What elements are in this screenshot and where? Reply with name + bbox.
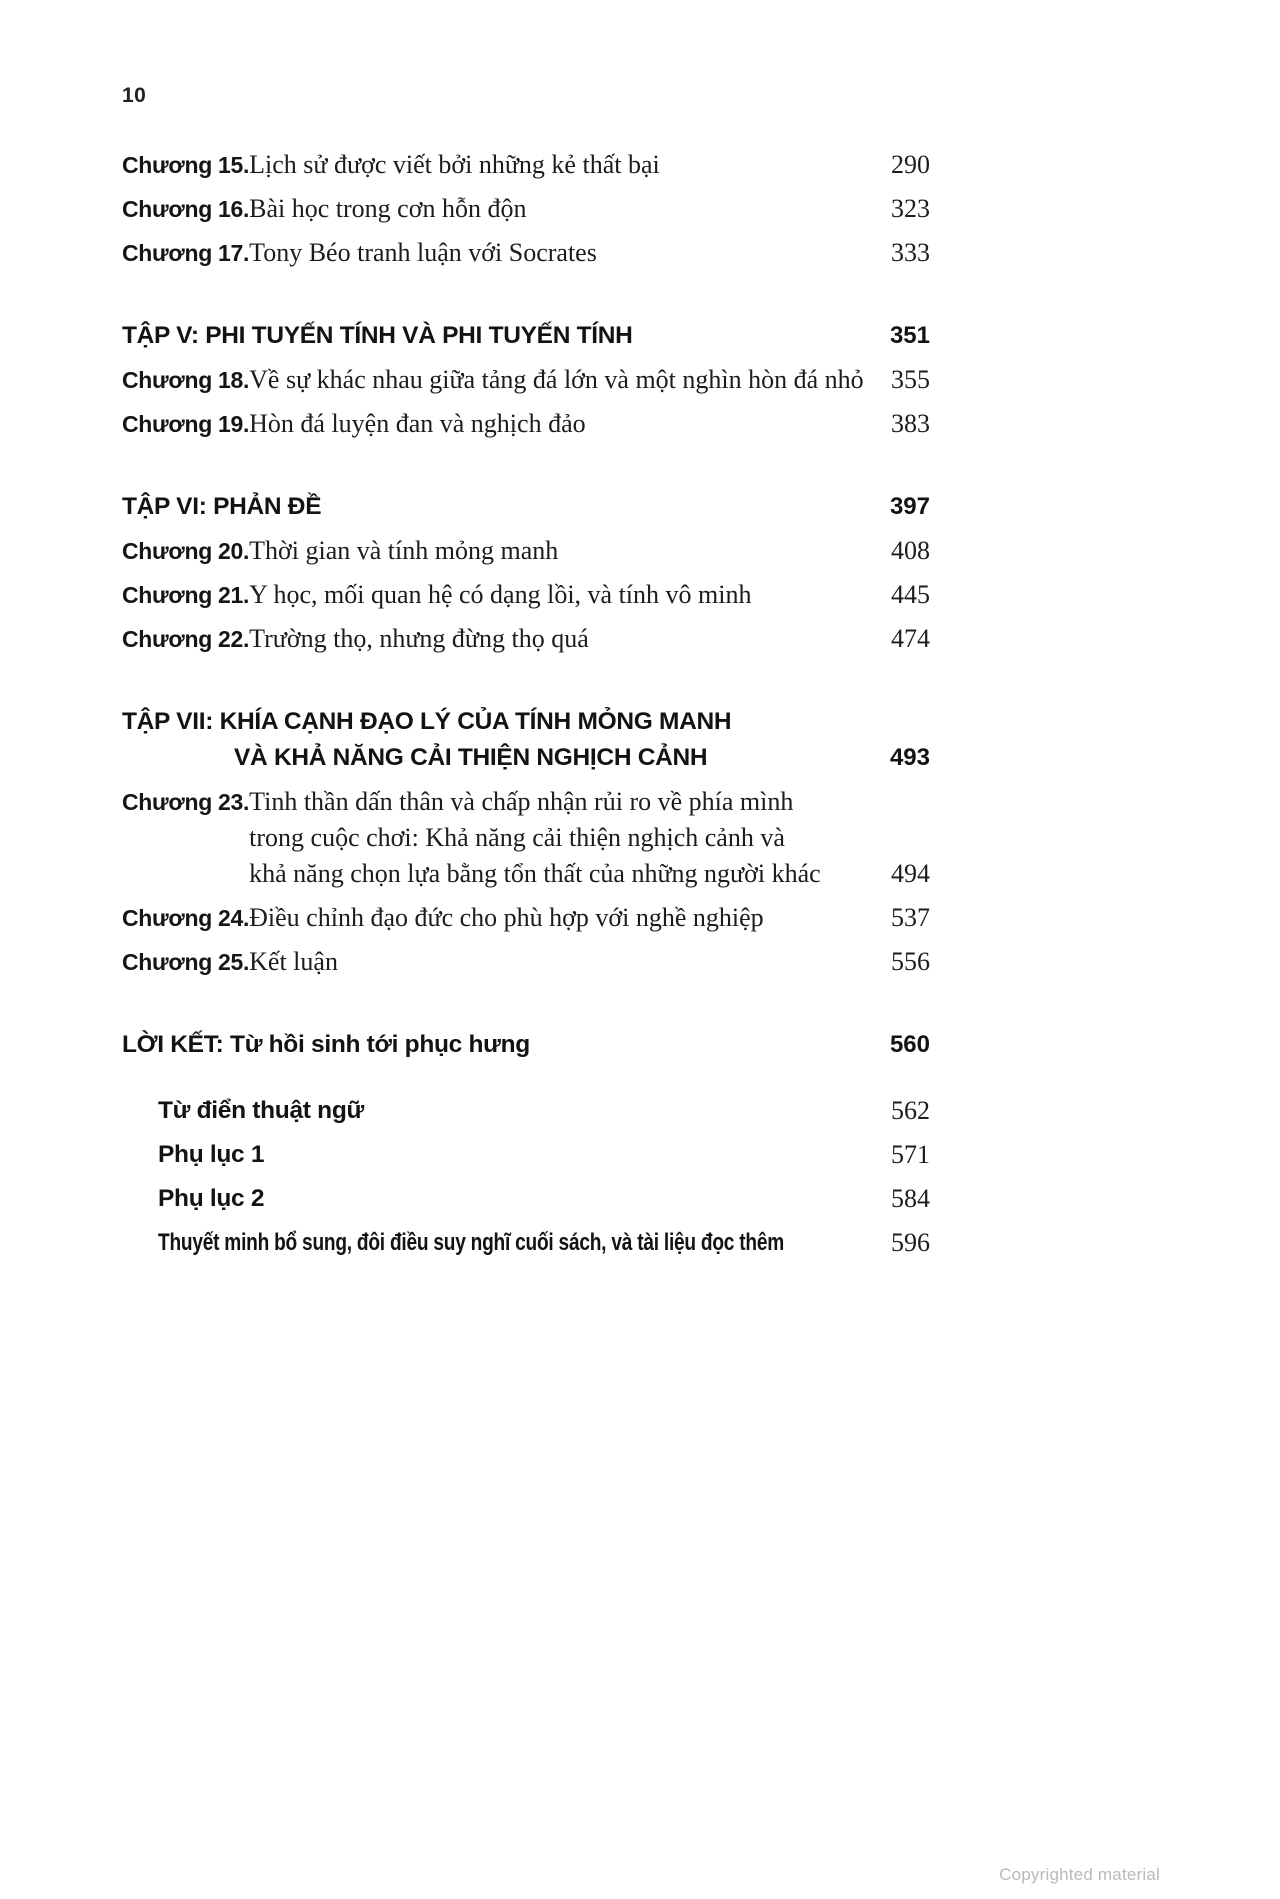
entry-title [158,1181,870,1217]
entry-title [158,1093,870,1129]
entry-title [249,406,870,442]
toc-entry-backmatter [122,1225,930,1261]
entry-title [249,621,870,657]
entry-title-line: khả năng chọn lựa bằng tổn thất của những người khác [249,859,821,888]
toc-entry-epilogue [122,1027,930,1063]
entry-page-number: 571 [891,1140,930,1169]
toc-entry-backmatter [122,1137,930,1173]
toc-entry-section [122,318,930,354]
entry-title-line: Phụ lục 2 [158,1185,265,1212]
entry-title-line: Lịch sử được viết bởi những kẻ thất bại [249,150,660,179]
group-spacer [122,450,930,489]
chapter-label: Chương 24. [122,905,250,931]
entry-page-number: 397 [889,493,930,520]
entry-title [249,362,870,398]
entry-page-number: 333 [891,238,930,267]
toc-entry-chapter [122,784,930,892]
entry-title [158,1225,870,1261]
table-of-contents [122,147,930,1269]
entry-title-line: trong cuộc chơi: Khả năng cải thiện nghịch cảnh và [249,823,785,852]
entry-page-number: 445 [891,580,930,609]
entry-title [249,147,870,183]
group-spacer [122,665,930,704]
toc-entry-chapter [122,944,930,980]
toc-entry-chapter [122,362,930,398]
entry-title [122,1027,870,1063]
entry-page-number: 562 [891,1096,930,1125]
entry-title [122,704,870,776]
chapter-label: Chương 20. [122,538,250,564]
chapter-label: Chương 16. [122,196,250,222]
entry-title [122,489,870,525]
entry-title-line: Trường thọ, nhưng đừng thọ quá [249,624,589,653]
entry-page-number: 383 [891,409,930,438]
entry-page-number: 560 [889,1031,930,1058]
toc-entry-backmatter [122,1093,930,1129]
toc-entry-section [122,489,930,525]
toc-entry-chapter [122,406,930,442]
entry-title-line: Điều chỉnh đạo đức cho phù hợp với nghề nghiệp [249,903,764,932]
chapter-label: Chương 21. [122,582,250,608]
entry-title-line: Từ điển thuật ngữ [158,1097,364,1124]
chapter-label: Chương 23. [122,789,250,815]
entry-title [249,533,870,569]
entry-title-line: TẬP VI: PHẢN ĐỀ [122,493,322,520]
entry-title-line: Thời gian và tính mỏng manh [249,536,559,565]
entry-title-line: Tinh thần dấn thân và chấp nhận rủi ro về phía mình [249,787,794,816]
group-spacer [122,1071,930,1093]
entry-title [249,784,870,892]
entry-title [249,191,870,227]
entry-title-line: Kết luận [249,947,338,976]
toc-entry-section [122,704,930,776]
entry-title-line: Bài học trong cơn hỗn độn [249,194,527,223]
entry-title-line: Thuyết minh bổ sung, đôi điều suy nghĩ cuối sách, và tài liệu đọc thêm [158,1229,784,1256]
copyright-watermark: Copyrighted material [999,1865,1160,1884]
chapter-label: Chương 22. [122,626,250,652]
entry-title-line: Về sự khác nhau giữa tảng đá lớn và một nghìn hòn đá nhỏ [249,365,864,394]
entry-title-line: Y học, mối quan hệ có dạng lồi, và tính vô minh [249,580,752,609]
entry-title-line: Hòn đá luyện đan và nghịch đảo [249,409,586,438]
entry-page-number: 290 [891,150,930,179]
toc-entry-chapter [122,533,930,569]
entry-page-number: 584 [891,1184,930,1213]
toc-entry-chapter [122,147,930,183]
entry-title-line: TẬP V: PHI TUYẾN TÍNH VÀ PHI TUYẾN TÍNH [122,322,633,349]
group-spacer [122,988,930,1027]
entry-page-number: 351 [889,322,930,349]
chapter-label: Chương 17. [122,240,250,266]
entry-page-number: 494 [891,859,930,888]
entry-page-number: 355 [891,365,930,394]
chapter-label: Chương 25. [122,949,250,975]
entry-title-line: Tony Béo tranh luận với Socrates [249,238,597,267]
toc-entry-chapter [122,235,930,271]
page-number: 10 [122,84,147,107]
entry-title-line: Phụ lục 1 [158,1141,265,1168]
toc-entry-chapter [122,191,930,227]
toc-entry-chapter [122,577,930,613]
entry-title [122,318,870,354]
entry-title [249,900,870,936]
entry-title [158,1137,870,1173]
entry-page-number: 537 [891,903,930,932]
chapter-label: Chương 18. [122,367,250,393]
toc-entry-backmatter [122,1181,930,1217]
entry-page-number: 474 [891,624,930,653]
entry-page-number: 493 [889,744,930,771]
entry-title-line: VÀ KHẢ NĂNG CẢI THIỆN NGHỊCH CẢNH [234,744,708,771]
chapter-label: Chương 19. [122,411,250,437]
entry-title [249,577,870,613]
entry-page-number: 323 [891,194,930,223]
toc-entry-chapter [122,621,930,657]
entry-page-number: 556 [891,947,930,976]
group-spacer [122,279,930,318]
entry-page-number: 596 [891,1228,930,1257]
entry-title-line: TẬP VII: KHÍA CẠNH ĐẠO LÝ CỦA TÍNH MỎNG MANH [122,708,732,735]
toc-entry-chapter [122,900,930,936]
chapter-label: Chương 15. [122,152,250,178]
entry-title [249,944,870,980]
entry-title [249,235,870,271]
entry-title-line: LỜI KẾT: Từ hồi sinh tới phục hưng [122,1031,530,1058]
entry-page-number: 408 [891,536,930,565]
